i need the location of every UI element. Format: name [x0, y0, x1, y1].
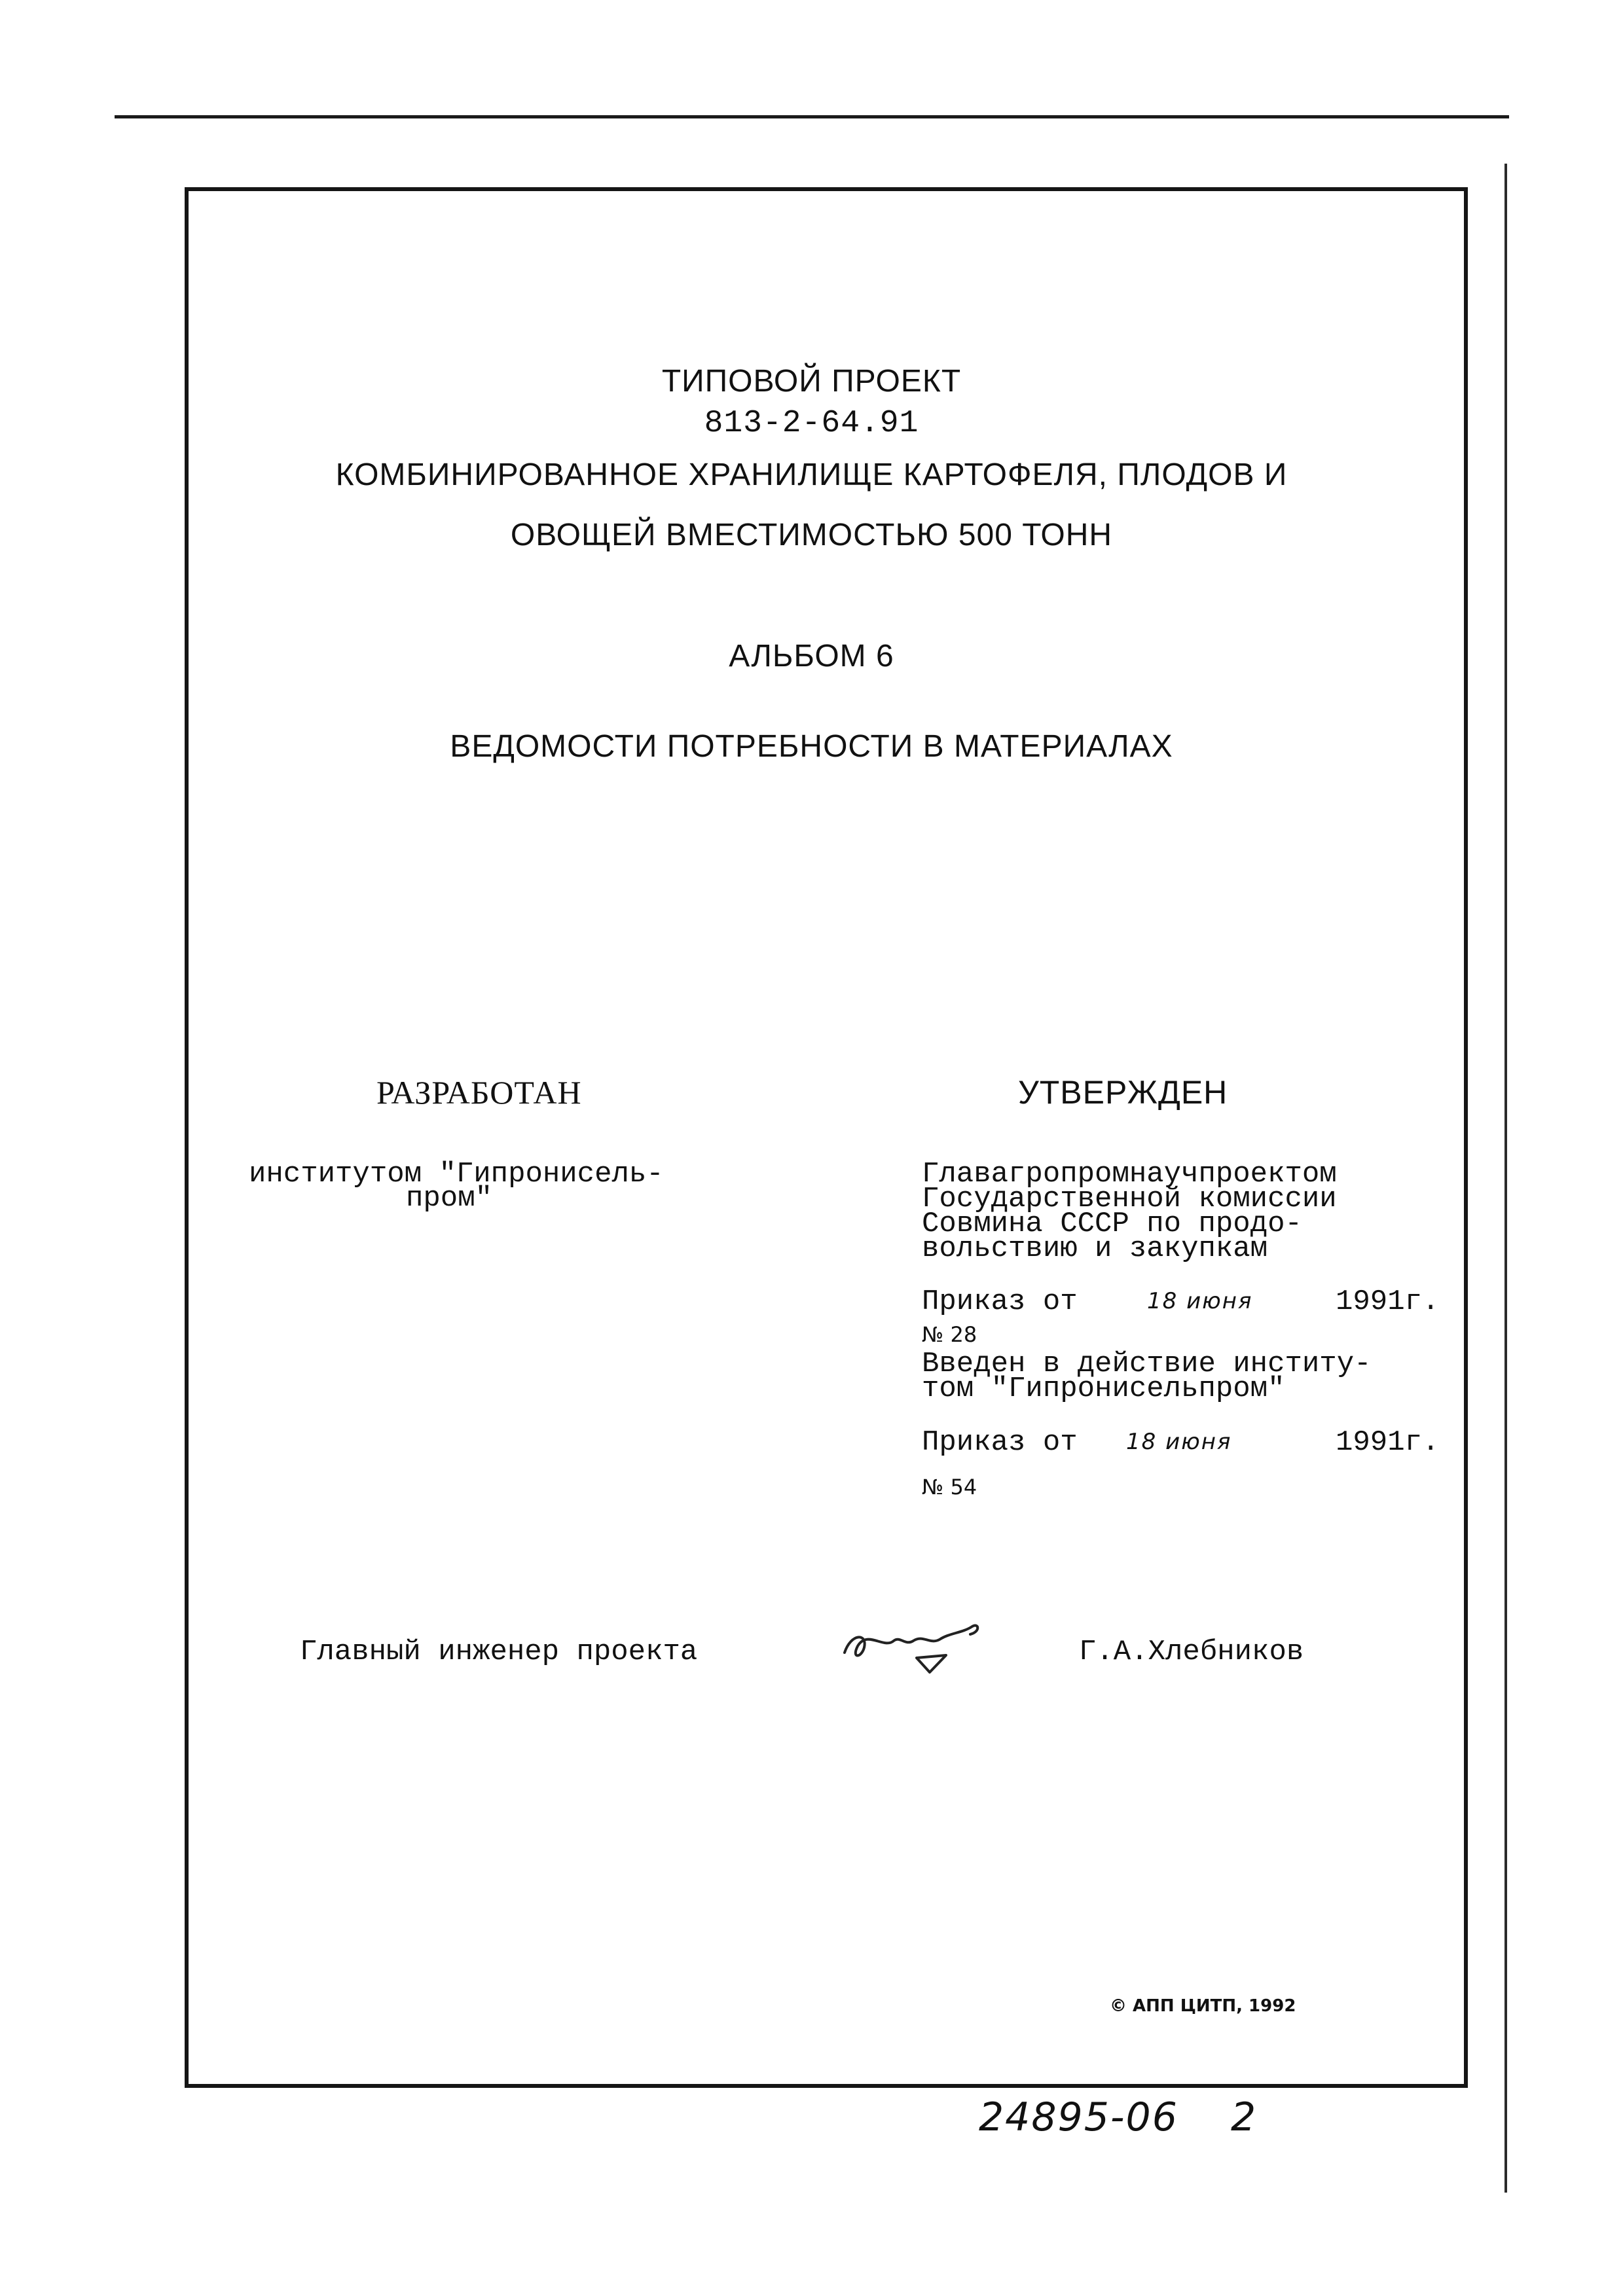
inventory-number: 24895-06 — [979, 2094, 1178, 2140]
order-1-year: 1991г. — [1336, 1285, 1440, 1318]
order-1-number: № 28 — [922, 1322, 977, 1347]
order-1-date: 18 июня — [1147, 1288, 1253, 1314]
developed-line-1: институтом "Гипронисель- — [249, 1158, 664, 1191]
title-line-4: ОВОЩЕЙ ВМЕСТИМОСТЬЮ 500 ТОНН — [510, 518, 1113, 552]
approved-line-3: Совмина СССР по продо- — [922, 1208, 1302, 1240]
approved-line-1: Главагропромнаучпроектом — [922, 1158, 1337, 1191]
project-code: 813-2-64.91 — [704, 406, 919, 441]
order-2-year: 1991г. — [1336, 1426, 1440, 1459]
approved-line-4: вольствию и закупкам — [922, 1232, 1268, 1265]
document-subject: ВЕДОМОСТИ ПОТРЕБНОСТИ В МАТЕРИАЛАХ — [450, 729, 1173, 764]
title-line-3: КОМБИНИРОВАННОЕ ХРАНИЛИЩЕ КАРТОФЕЛЯ, ПЛОДОВ И — [335, 457, 1288, 492]
order-2-prefix: Приказ от — [922, 1426, 1078, 1459]
page-number: 2 — [1231, 2094, 1258, 2140]
approved-heading: УТВЕРЖДЕН — [1018, 1074, 1228, 1111]
enacted-line-1: Введен в действие институ- — [922, 1348, 1372, 1380]
copyright-note: © АПП ЦИТП, 1992 — [1110, 1996, 1296, 2016]
order-2-date: 18 июня — [1126, 1429, 1232, 1455]
order-2-number: № 54 — [922, 1475, 977, 1499]
album-label: АЛЬБОМ 6 — [729, 639, 894, 673]
developed-line-2: пром" — [406, 1182, 493, 1215]
chief-engineer-role: Главный инженер проекта — [300, 1636, 698, 1668]
developed-heading: РАЗРАБОТАН — [376, 1074, 582, 1111]
order-1-prefix: Приказ от — [922, 1285, 1078, 1318]
top-rule — [115, 115, 1509, 118]
chief-engineer-name: Г.А.Хлебников — [1079, 1636, 1304, 1668]
enacted-line-2: том "Гипронисельпром" — [922, 1372, 1285, 1405]
title-line-1: ТИПОВОЙ ПРОЕКТ — [661, 364, 962, 399]
handwritten-signature — [831, 1607, 1002, 1679]
approved-line-2: Государственной комиссии — [922, 1183, 1337, 1215]
